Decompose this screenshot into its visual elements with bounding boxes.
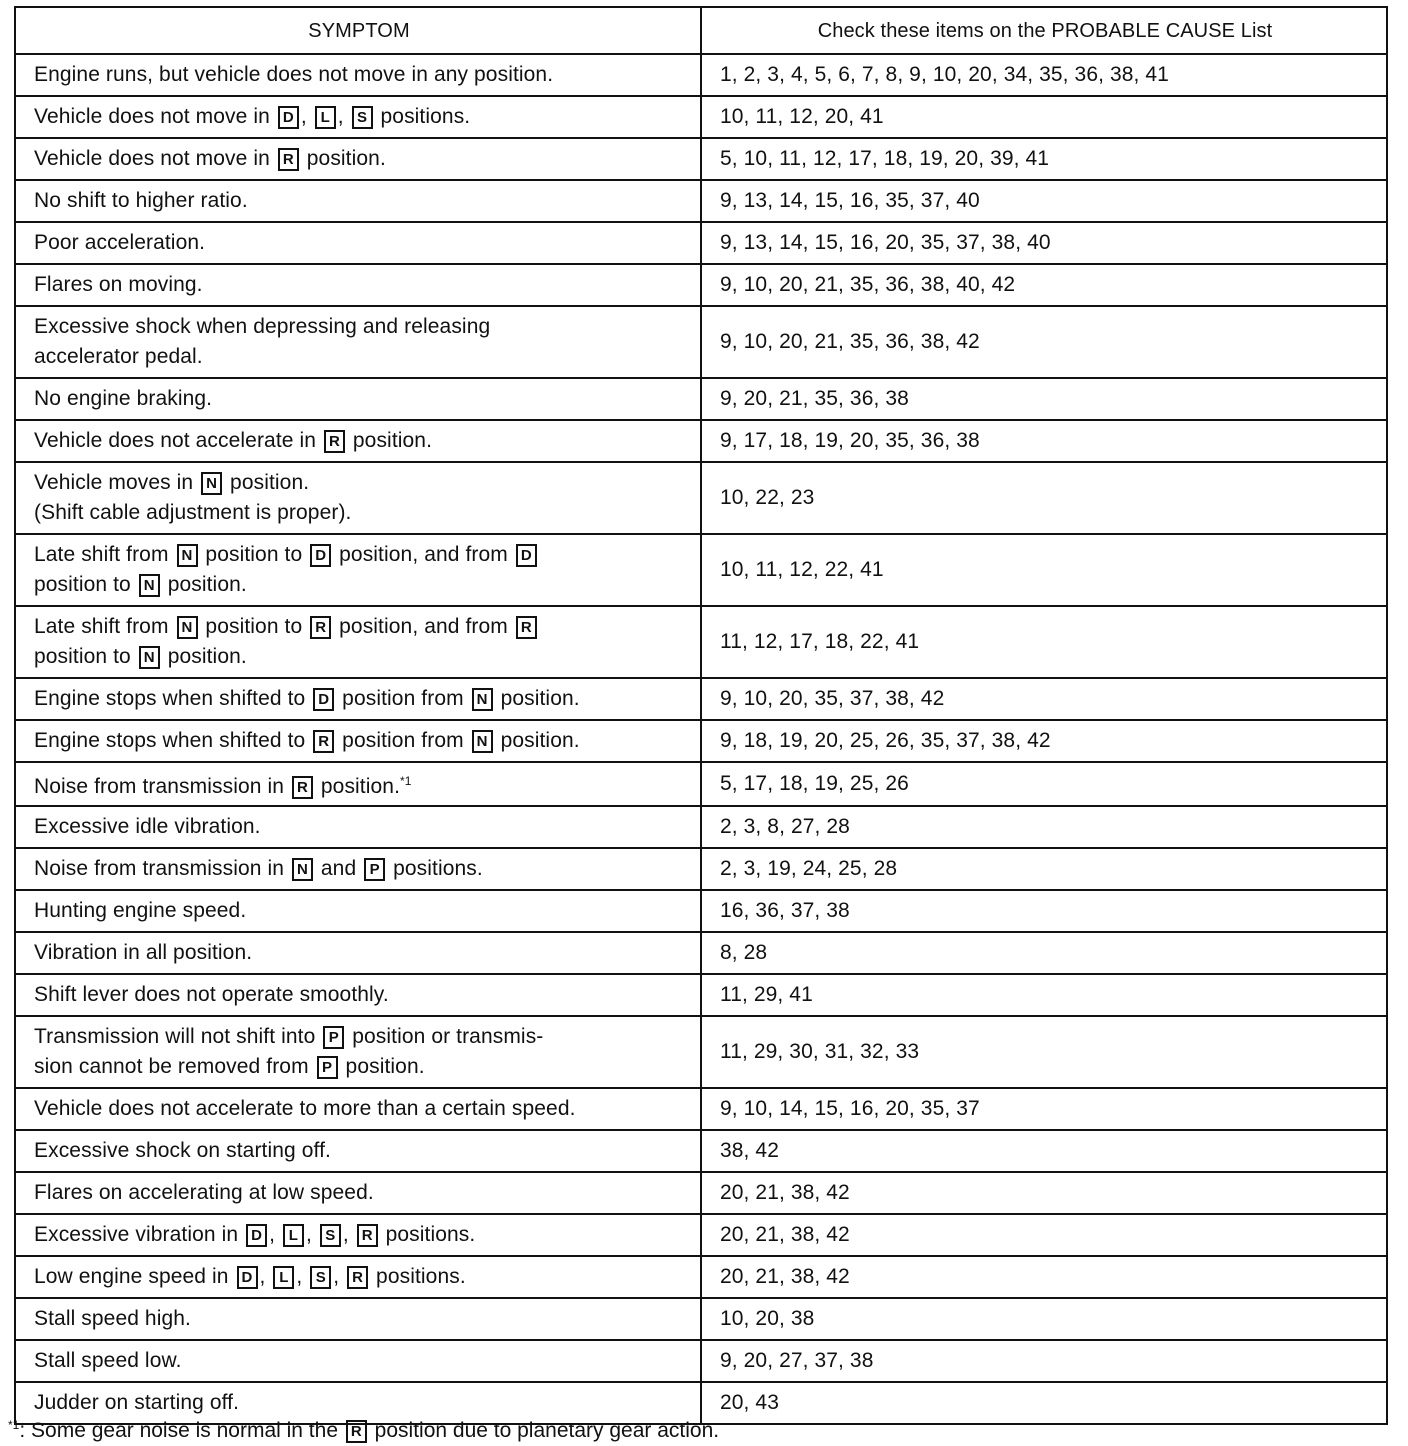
table-row [15, 806, 1387, 848]
probable-causes-cell: 11, 12, 17, 18, 22, 41 [701, 606, 1387, 678]
table-row [15, 932, 1387, 974]
position-d-badge: D [246, 1224, 267, 1247]
table-row [15, 264, 1387, 306]
probable-causes-cell: 11, 29, 30, 31, 32, 33 [701, 1016, 1387, 1088]
table-row [15, 378, 1387, 420]
troubleshooting-sheet [14, 6, 1386, 1425]
table-row [15, 1172, 1387, 1214]
symptom-cell: No shift to higher ratio. [15, 180, 701, 222]
footnote-ref: *1 [400, 774, 412, 788]
symptom-cell: Late shift from N position to D position, and from D position to N position. [15, 534, 701, 606]
position-l-badge: L [283, 1224, 304, 1247]
position-r-badge: R [310, 616, 331, 639]
symptom-column-header: SYMPTOM [15, 7, 701, 54]
position-n-badge: N [177, 544, 198, 567]
table-row [15, 1130, 1387, 1172]
position-r-badge: R [516, 616, 537, 639]
table-row [15, 1256, 1387, 1298]
symptom-cell: Hunting engine speed. [15, 890, 701, 932]
position-p-badge: P [364, 858, 385, 881]
probable-causes-cell: 9, 18, 19, 20, 25, 26, 35, 37, 38, 42 [701, 720, 1387, 762]
table-body [15, 54, 1387, 1424]
probable-causes-cell: 2, 3, 19, 24, 25, 28 [701, 848, 1387, 890]
table-row [15, 1298, 1387, 1340]
symptom-cell: Stall speed low. [15, 1340, 701, 1382]
symptom-cell: Vehicle moves in N position. (Shift cable adjustment is proper). [15, 462, 701, 534]
probable-causes-cell: 9, 13, 14, 15, 16, 35, 37, 40 [701, 180, 1387, 222]
position-d-badge: D [237, 1266, 258, 1289]
probable-causes-cell: 10, 11, 12, 20, 41 [701, 96, 1387, 138]
footnote: $^{*1}$: Some gear noise is normal in the R position due to planetary gear action. [8, 1418, 720, 1442]
causes-column-header: Check these items on the PROBABLE CAUSE List [701, 7, 1387, 54]
position-n-badge: N [472, 688, 493, 711]
position-r-badge: R [313, 730, 334, 753]
table-row [15, 1088, 1387, 1130]
probable-causes-cell: 20, 21, 38, 42 [701, 1256, 1387, 1298]
position-r-badge: R [347, 1266, 368, 1289]
table-row [15, 138, 1387, 180]
probable-causes-cell: 1, 2, 3, 4, 5, 6, 7, 8, 9, 10, 20, 34, 35, 36, 38, 41 [701, 54, 1387, 96]
symptom-cell: Vehicle does not move in R position. [15, 138, 701, 180]
table-row [15, 54, 1387, 96]
symptom-cell: Flares on moving. [15, 264, 701, 306]
symptom-cell: Late shift from N position to R position, and from R position to N position. [15, 606, 701, 678]
probable-causes-cell: 9, 10, 14, 15, 16, 20, 35, 37 [701, 1088, 1387, 1130]
position-p-badge: P [323, 1026, 344, 1049]
table-row [15, 890, 1387, 932]
probable-causes-cell: 9, 10, 20, 21, 35, 36, 38, 42 [701, 306, 1387, 378]
position-n-badge: N [139, 574, 160, 597]
table-row [15, 96, 1387, 138]
position-l-badge: L [273, 1266, 294, 1289]
symptom-cause-table [14, 6, 1388, 1425]
symptom-cell: Stall speed high. [15, 1298, 701, 1340]
symptom-cell: Engine runs, but vehicle does not move in any position. [15, 54, 701, 96]
table-row [15, 462, 1387, 534]
table-row [15, 974, 1387, 1016]
footnote-ref: *1 [8, 1418, 20, 1432]
probable-causes-cell: 10, 20, 38 [701, 1298, 1387, 1340]
symptom-cell: Flares on accelerating at low speed. [15, 1172, 701, 1214]
position-s-badge: S [320, 1224, 341, 1247]
position-r-badge: R [292, 776, 313, 799]
probable-causes-cell: 5, 17, 18, 19, 25, 26 [701, 762, 1387, 806]
probable-causes-cell: 9, 20, 21, 35, 36, 38 [701, 378, 1387, 420]
position-d-badge: D [310, 544, 331, 567]
probable-causes-cell: 11, 29, 41 [701, 974, 1387, 1016]
position-r-badge: R [357, 1224, 378, 1247]
position-d-badge: D [313, 688, 334, 711]
symptom-cell: Vehicle does not accelerate in R position. [15, 420, 701, 462]
table-row [15, 720, 1387, 762]
table-row [15, 1340, 1387, 1382]
probable-causes-cell: 20, 43 [701, 1382, 1387, 1424]
position-n-badge: N [139, 646, 160, 669]
probable-causes-cell: 20, 21, 38, 42 [701, 1214, 1387, 1256]
table-row [15, 180, 1387, 222]
symptom-cell: No engine braking. [15, 378, 701, 420]
table-row [15, 420, 1387, 462]
position-d-badge: D [516, 544, 537, 567]
table-row [15, 306, 1387, 378]
symptom-cell: Vehicle does not move in D , L , S positions. [15, 96, 701, 138]
symptom-cell: Excessive shock when depressing and releasing accelerator pedal. [15, 306, 701, 378]
table-row [15, 678, 1387, 720]
symptom-cell: Poor acceleration. [15, 222, 701, 264]
table-row [15, 762, 1387, 806]
probable-causes-cell: 20, 21, 38, 42 [701, 1172, 1387, 1214]
probable-causes-cell: 9, 10, 20, 35, 37, 38, 42 [701, 678, 1387, 720]
symptom-cell: Noise from transmission in R position.$^{*1}$ [15, 762, 701, 806]
position-r-badge: R [346, 1420, 367, 1443]
probable-causes-cell: 10, 11, 12, 22, 41 [701, 534, 1387, 606]
table-row [15, 534, 1387, 606]
probable-causes-cell: 9, 10, 20, 21, 35, 36, 38, 40, 42 [701, 264, 1387, 306]
probable-causes-cell: 9, 13, 14, 15, 16, 20, 35, 37, 38, 40 [701, 222, 1387, 264]
position-d-badge: D [278, 106, 299, 129]
symptom-cell: Engine stops when shifted to R position from N position. [15, 720, 701, 762]
symptom-cell: Shift lever does not operate smoothly. [15, 974, 701, 1016]
table-row [15, 1214, 1387, 1256]
probable-causes-cell: 9, 17, 18, 19, 20, 35, 36, 38 [701, 420, 1387, 462]
position-n-badge: N [292, 858, 313, 881]
symptom-cell: Noise from transmission in N and P positions. [15, 848, 701, 890]
table-row [15, 222, 1387, 264]
symptom-cell: Low engine speed in D , L , S , R positions. [15, 1256, 701, 1298]
position-n-badge: N [201, 472, 222, 495]
position-l-badge: L [315, 106, 336, 129]
position-r-badge: R [324, 430, 345, 453]
symptom-cell: Engine stops when shifted to D position from N position. [15, 678, 701, 720]
position-r-badge: R [278, 148, 299, 171]
position-n-badge: N [177, 616, 198, 639]
position-s-badge: S [310, 1266, 331, 1289]
position-n-badge: N [472, 730, 493, 753]
probable-causes-cell: 5, 10, 11, 12, 17, 18, 19, 20, 39, 41 [701, 138, 1387, 180]
table-header-row [15, 7, 1387, 54]
symptom-cell: Vehicle does not accelerate to more than a certain speed. [15, 1088, 701, 1130]
symptom-cell: Transmission will not shift into P position or transmis- sion cannot be removed from P position. [15, 1016, 701, 1088]
probable-causes-cell: 10, 22, 23 [701, 462, 1387, 534]
symptom-cell: Judder on starting off. [15, 1382, 701, 1424]
table-row [15, 606, 1387, 678]
probable-causes-cell: 9, 20, 27, 37, 38 [701, 1340, 1387, 1382]
table-row [15, 848, 1387, 890]
symptom-cell: Excessive idle vibration. [15, 806, 701, 848]
position-p-badge: P [317, 1056, 338, 1079]
probable-causes-cell: 38, 42 [701, 1130, 1387, 1172]
probable-causes-cell: 16, 36, 37, 38 [701, 890, 1387, 932]
symptom-cell: Vibration in all position. [15, 932, 701, 974]
table-row [15, 1016, 1387, 1088]
position-s-badge: S [352, 106, 373, 129]
probable-causes-cell: 2, 3, 8, 27, 28 [701, 806, 1387, 848]
symptom-cell: Excessive vibration in D , L , S , R positions. [15, 1214, 701, 1256]
symptom-cell: Excessive shock on starting off. [15, 1130, 701, 1172]
probable-causes-cell: 8, 28 [701, 932, 1387, 974]
